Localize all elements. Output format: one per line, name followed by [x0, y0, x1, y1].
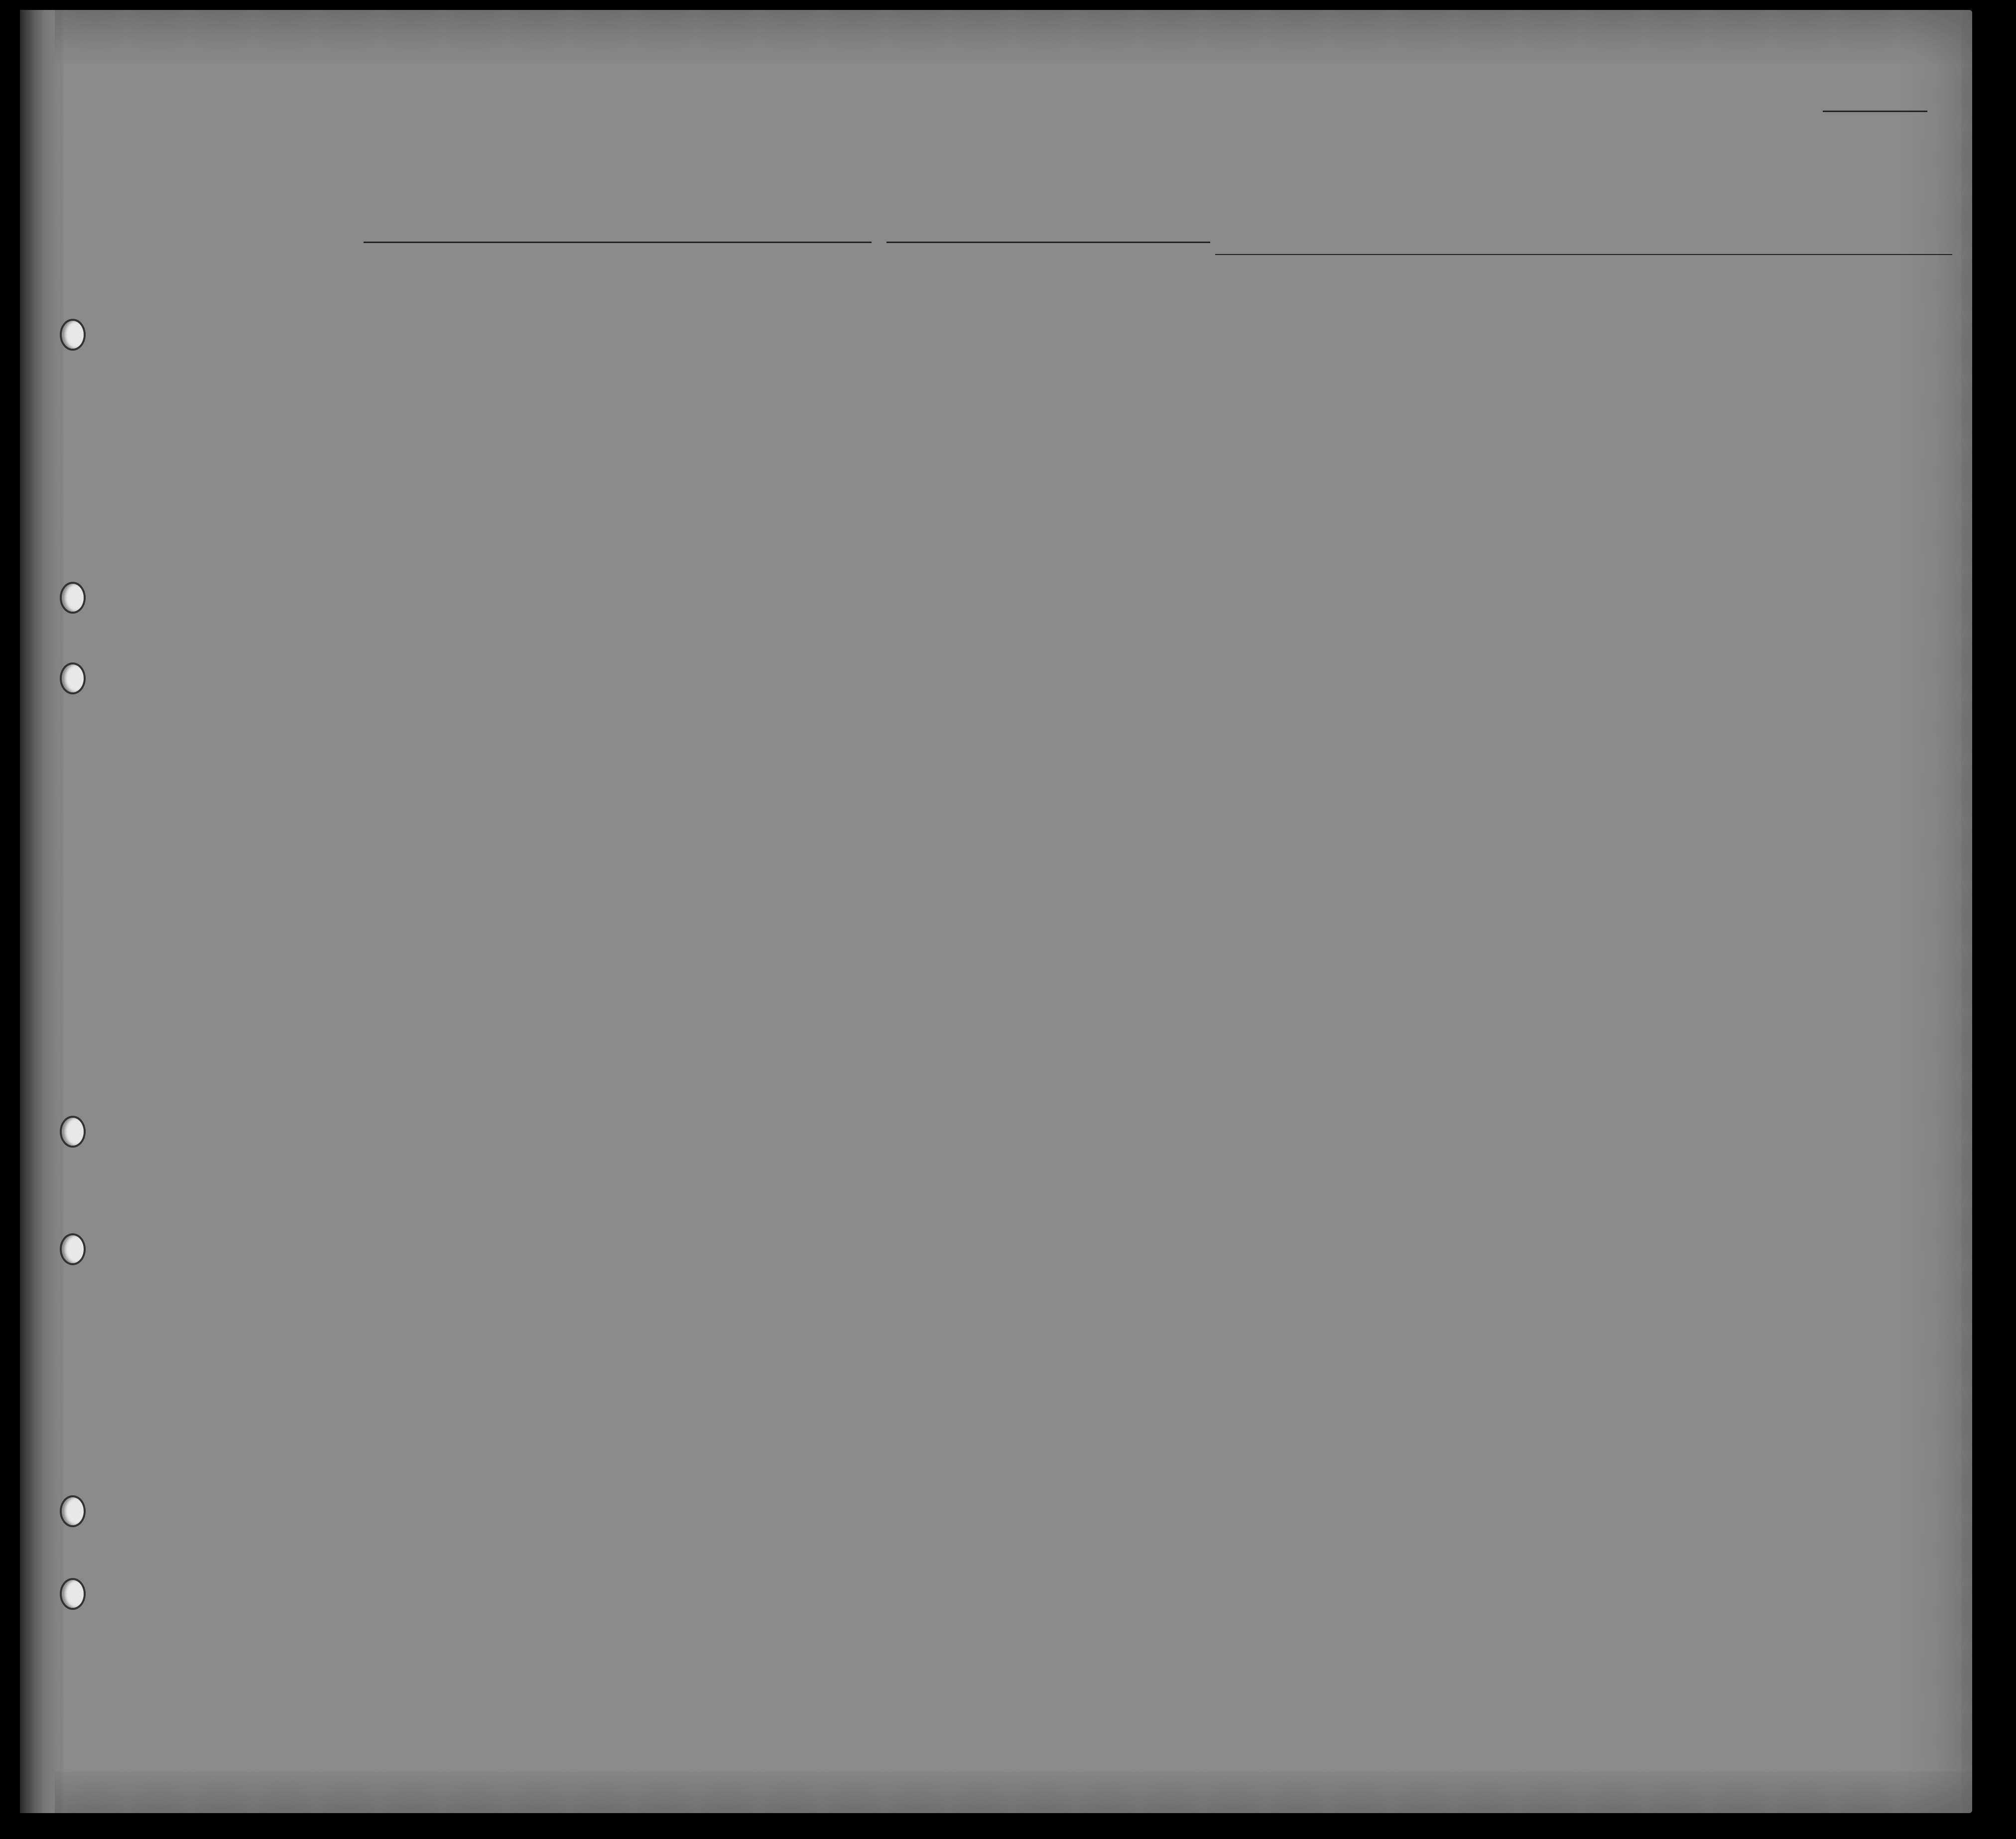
- header-col34-feet: [1657, 398, 1677, 433]
- header-col24-b: [1226, 335, 1264, 434]
- header-col30: [1489, 310, 1515, 434]
- header-col34-inches: [1680, 398, 1700, 433]
- header-col31: [1515, 310, 1533, 434]
- header-col21: [726, 314, 755, 433]
- header-col26: [1345, 310, 1373, 434]
- header-col19: [591, 314, 621, 433]
- header-col24-a: [1183, 335, 1222, 434]
- header-col27: [1373, 310, 1400, 434]
- header-col24-c: [1267, 335, 1305, 434]
- header-col29: [1449, 310, 1489, 434]
- header-col25: [1309, 310, 1344, 434]
- header-col28: [1402, 310, 1447, 434]
